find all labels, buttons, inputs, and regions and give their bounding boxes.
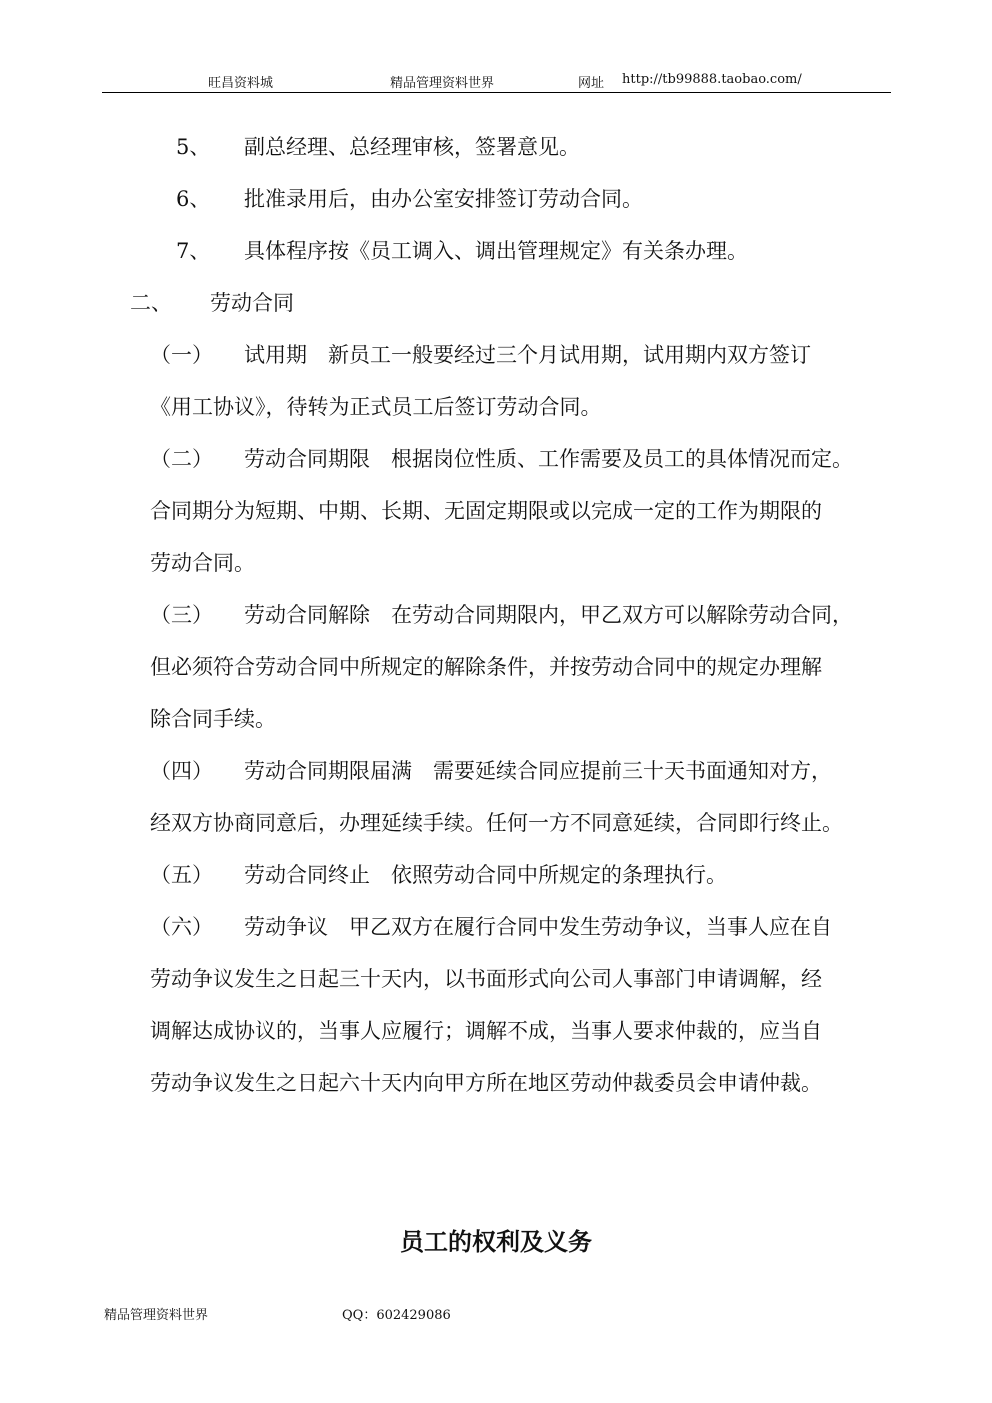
clause-1-number: （一） <box>150 343 213 367</box>
clause-2-line-1: 劳动合同期限 根据岗位性质、工作需要及员工的具体情况而定。 <box>244 447 853 471</box>
header-center: 精品管理资料世界 <box>390 76 495 91</box>
header-left: 旺昌资料城 <box>208 76 274 91</box>
item-5-text: 副总经理、总经理审核，签署意见。 <box>244 135 580 159</box>
clause-6-number: （六） <box>150 915 213 939</box>
clause-4-number: （四） <box>150 759 213 783</box>
clause-4-line-1: 劳动合同期限届满 需要延续合同应提前三十天书面通知对方， <box>244 759 832 783</box>
clause-6-line-1: 劳动争议 甲乙双方在履行合同中发生劳动争议，当事人应在自 <box>244 915 832 939</box>
header-url-label: 网址 <box>578 76 605 91</box>
clause-6-line-4: 劳动争议发生之日起六十天内向甲方所在地区劳动仲裁委员会申请仲裁。 <box>150 1071 822 1095</box>
item-7-text: 具体程序按《员工调入、调出管理规定》有关条办理。 <box>244 239 748 263</box>
item-6-number: 6、 <box>176 187 211 211</box>
clause-4-line-2: 经双方协商同意后，办理延续手续。任何一方不同意延续，合同即行终止。 <box>150 811 843 835</box>
clause-3-number: （三） <box>150 603 213 627</box>
item-5-number: 5、 <box>176 135 211 159</box>
footer-left: 精品管理资料世界 <box>104 1308 209 1323</box>
clause-5-line-1: 劳动合同终止 依照劳动合同中所规定的条理执行。 <box>244 863 727 887</box>
header-url: http://tb99888.taobao.com/ <box>622 72 802 87</box>
clause-6-line-2: 劳动争议发生之日起三十天内，以书面形式向公司人事部门申请调解，经 <box>150 967 822 991</box>
clause-2-line-3: 劳动合同。 <box>150 551 255 575</box>
section-title: 员工的权利及义务 <box>400 1228 592 1256</box>
item-6-text: 批准录用后，由办公室安排签订劳动合同。 <box>244 187 643 211</box>
clause-3-line-3: 除合同手续。 <box>150 707 276 731</box>
page-header <box>0 72 992 92</box>
clause-6-line-3: 调解达成协议的，当事人应履行；调解不成，当事人要求仲裁的，应当自 <box>150 1019 822 1043</box>
clause-3-line-2: 但必须符合劳动合同中所规定的解除条件，并按劳动合同中的规定办理解 <box>150 655 822 679</box>
item-7-number: 7、 <box>176 239 211 263</box>
footer-qq: QQ：602429086 <box>342 1308 451 1323</box>
section-2-heading: 劳动合同 <box>210 291 294 315</box>
clause-1-line-2: 《用工协议》，待转为正式员工后签订劳动合同。 <box>150 395 602 419</box>
clause-5-number: （五） <box>150 863 213 887</box>
section-2-number: 二、 <box>130 291 172 315</box>
clause-3-line-1: 劳动合同解除 在劳动合同期限内，甲乙双方可以解除劳动合同， <box>244 603 853 627</box>
clause-1-line-1: 试用期 新员工一般要经过三个月试用期，试用期内双方签订 <box>244 343 811 367</box>
clause-2-line-2: 合同期分为短期、中期、长期、无固定期限或以完成一定的工作为期限的 <box>150 499 822 523</box>
clause-2-number: （二） <box>150 447 213 471</box>
header-rule <box>102 92 891 93</box>
